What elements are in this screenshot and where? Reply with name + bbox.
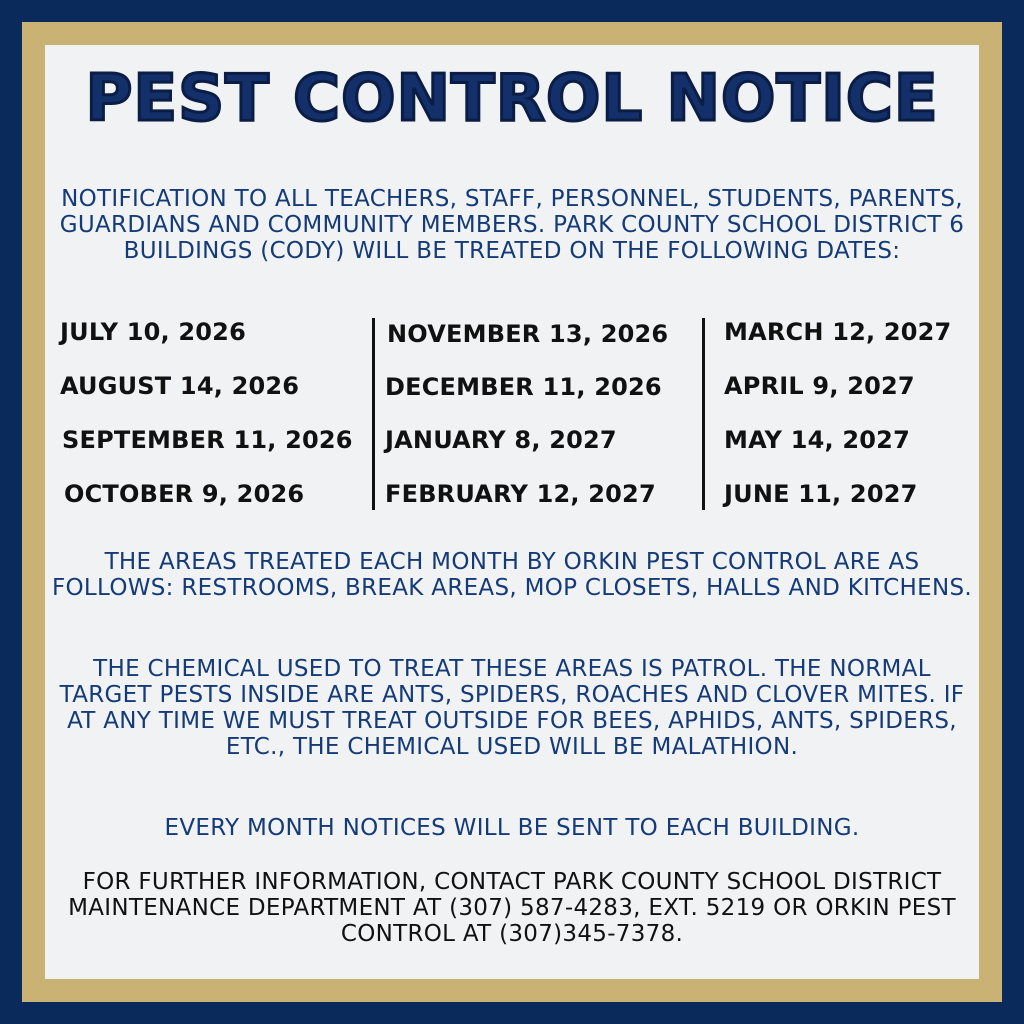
chemical-paragraph: THE CHEMICAL USED TO TREAT THESE AREAS IS PATROL. THE NORMAL TARGET PESTS INSIDE ARE ANTS, SPIDERS, ROACHES AND CLOVER MITES. IF AT ANY TIME WE MUST TREAT OUTSIDE FOR BEES, APHIDS, ANTS, SPIDERS, ETC., THE CHEMICAL USED WILL BE MALATHION. xyxy=(59,656,965,760)
date-item: APRIL 9, 2027 xyxy=(724,372,915,400)
date-item: NOVEMBER 13, 2026 xyxy=(387,320,669,348)
date-item: MAY 14, 2027 xyxy=(724,426,910,454)
intro-paragraph: NOTIFICATION TO ALL TEACHERS, STAFF, PERSONNEL, STUDENTS, PARENTS, GUARDIANS AND COMMUNITY MEMBERS. PARK COUNTY SCHOOL DISTRICT 6 BUILDINGS (CODY) WILL BE TREATED ON THE FOLLOWING DATES: xyxy=(59,186,965,264)
notice-title: PEST CONTROL NOTICE xyxy=(85,62,939,136)
date-item: SEPTEMBER 11, 2026 xyxy=(62,426,353,454)
column-divider xyxy=(702,318,705,510)
date-item: FEBRUARY 12, 2027 xyxy=(385,480,656,508)
column-divider xyxy=(372,318,375,510)
date-item: AUGUST 14, 2026 xyxy=(60,372,300,400)
date-item: JUNE 11, 2027 xyxy=(724,480,918,508)
date-item: JANUARY 8, 2027 xyxy=(385,426,617,454)
areas-paragraph: THE AREAS TREATED EACH MONTH BY ORKIN PEST CONTROL ARE AS FOLLOWS: RESTROOMS, BREAK AREAS, MOP CLOSETS, HALLS AND KITCHENS. xyxy=(52,549,972,601)
date-item: OCTOBER 9, 2026 xyxy=(64,480,305,508)
contact-paragraph: FOR FURTHER INFORMATION, CONTACT PARK COUNTY SCHOOL DISTRICT MAINTENANCE DEPARTMENT AT (307) 587-4283, EXT. 5219 OR ORKIN PEST CONTROL AT (307)345-7378. xyxy=(68,869,956,947)
monthly-notice-line: EVERY MONTH NOTICES WILL BE SENT TO EACH BUILDING. xyxy=(164,815,860,841)
date-item: DECEMBER 11, 2026 xyxy=(385,373,662,401)
date-item: JULY 10, 2026 xyxy=(60,318,246,346)
date-item: MARCH 12, 2027 xyxy=(724,318,952,346)
